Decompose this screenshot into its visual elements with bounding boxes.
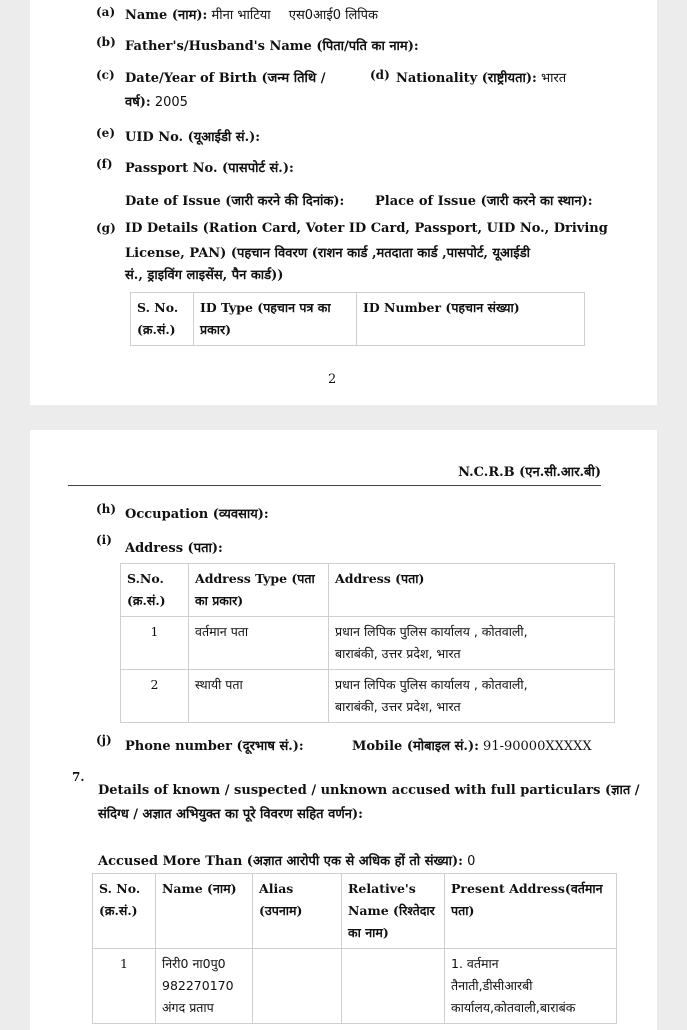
cell-alias bbox=[253, 949, 342, 1024]
cell-address: प्रधान लिपिक पुलिस कार्यालय , कोतवाली, बाराबंकी, उत्तर प्रदेश, भारत bbox=[329, 670, 615, 723]
name-value: मीना भाटिया bbox=[211, 8, 271, 23]
column-header-id-number: ID Number (पहचान संख्या) bbox=[357, 293, 585, 346]
section-7-heading-line1: Details of known / suspected / unknown accused with full particulars (ज्ञात / bbox=[98, 783, 640, 798]
mobile-value: 91-90000XXXXX bbox=[483, 739, 592, 754]
document-page-2 bbox=[30, 0, 657, 405]
header-divider bbox=[68, 485, 601, 486]
item-a-label: (a) bbox=[96, 5, 116, 19]
mobile-field bbox=[352, 736, 592, 754]
nationality-field bbox=[396, 68, 566, 86]
column-header-address: Address (पता) bbox=[329, 564, 615, 617]
ncrb-header: N.C.R.B (एन.सी.आर.बी) bbox=[458, 465, 601, 480]
item-j-label: (j) bbox=[96, 733, 112, 747]
item-h-label: (h) bbox=[96, 502, 117, 516]
cell-name: निरी0 ना0पु0 982270170 अंगद प्रताप bbox=[156, 949, 253, 1024]
date-of-issue-field: Date of Issue (जारी करने की दिनांक): bbox=[125, 194, 345, 209]
name-label: Name (नाम): bbox=[125, 8, 208, 23]
id-details-line2: License, PAN) (पहचान विवरण (राशन कार्ड ,मतदाता कार्ड ,पासपोर्ट, यूआईडी bbox=[125, 246, 531, 261]
table-row bbox=[121, 670, 615, 723]
address-table bbox=[120, 563, 615, 723]
accused-more-than-label: Accused More Than (अज्ञात आरोपी एक से अधिक हों तो संख्या): bbox=[98, 854, 463, 869]
accused-more-than-value: 0 bbox=[467, 854, 476, 869]
item-c-label: (c) bbox=[96, 68, 115, 82]
accused-more-than-field bbox=[98, 851, 475, 869]
column-header-present-address: Present Address(वर्तमान पता) bbox=[445, 874, 617, 949]
mobile-label: Mobile (मोबाइल सं.): bbox=[352, 739, 479, 754]
accused-table bbox=[92, 873, 617, 1024]
column-header-address-type: Address Type (पता का प्रकार) bbox=[189, 564, 329, 617]
column-header-sno: S. No. (क्र.सं.) bbox=[131, 293, 194, 346]
cell-relative-name bbox=[342, 949, 445, 1024]
cell-sno: 2 bbox=[121, 670, 189, 723]
cell-present-address: 1. वर्तमान तैनाती,डीसीआरबी कार्यालय,कोतवाली,बाराबंक bbox=[445, 949, 617, 1024]
occupation-field: Occupation (व्यवसाय): bbox=[125, 507, 269, 522]
father-name-field: Father's/Husband's Name (पिता/पति का नाम): bbox=[125, 39, 419, 54]
column-header-id-type: ID Type (पहचान पत्र का प्रकार) bbox=[194, 293, 357, 346]
id-details-line1: ID Details (Ration Card, Voter ID Card, Passport, UID No., Driving bbox=[125, 221, 608, 236]
cell-address: प्रधान लिपिक पुलिस कार्यालय , कोतवाली, बाराबंकी, उत्तर प्रदेश, भारत bbox=[329, 617, 615, 670]
page-number: 2 bbox=[328, 372, 337, 387]
dob-label-line2: वर्ष): bbox=[125, 95, 151, 110]
table-header-row bbox=[93, 874, 617, 949]
item-f-label: (f) bbox=[96, 157, 113, 171]
uid-field: UID No. (यूआईडी सं.): bbox=[125, 130, 261, 145]
table-row bbox=[93, 949, 617, 1024]
column-header-sno: S.No. (क्र.सं.) bbox=[121, 564, 189, 617]
designation-value: एस0आई0 लिपिक bbox=[288, 8, 379, 23]
column-header-sno: S. No. (क्र.सं.) bbox=[93, 874, 156, 949]
item-e-label: (e) bbox=[96, 126, 115, 140]
nationality-value: भारत bbox=[540, 71, 567, 86]
column-header-alias: Alias (उपनाम) bbox=[253, 874, 342, 949]
place-of-issue-field: Place of Issue (जारी करने का स्थान): bbox=[375, 194, 593, 209]
item-b-label: (b) bbox=[96, 35, 116, 49]
cell-sno: 1 bbox=[121, 617, 189, 670]
column-header-relative-name: Relative's Name (रिश्तेदार का नाम) bbox=[342, 874, 445, 949]
cell-address-type: वर्तमान पता bbox=[189, 617, 329, 670]
address-field: Address (पता): bbox=[125, 541, 223, 556]
dob-label-line1: Date/Year of Birth (जन्म तिथि / bbox=[125, 71, 326, 86]
cell-address-type: स्थायी पता bbox=[189, 670, 329, 723]
id-details-line3: सं., ड्राइविंग लाइसेंस, पैन कार्ड)) bbox=[125, 268, 284, 283]
item-d-label: (d) bbox=[370, 68, 390, 82]
id-details-table bbox=[130, 292, 585, 346]
column-header-name: Name (नाम) bbox=[156, 874, 253, 949]
document-page-3 bbox=[30, 430, 657, 1030]
item-i-label: (i) bbox=[96, 533, 112, 547]
cell-sno: 1 bbox=[93, 949, 156, 1024]
name-field bbox=[125, 5, 378, 23]
section-7-heading-line2: संदिग्ध / अज्ञात अभियुक्त का पूरे विवरण सहित वर्णन): bbox=[98, 807, 363, 822]
section-7-number: 7. bbox=[72, 770, 85, 784]
passport-field: Passport No. (पासपोर्ट सं.): bbox=[125, 161, 294, 176]
dob-year: 2005 bbox=[154, 95, 188, 110]
dob-field bbox=[125, 92, 188, 110]
table-row bbox=[121, 617, 615, 670]
nationality-label: Nationality (राष्ट्रीयता): bbox=[396, 71, 537, 86]
item-g-label: (g) bbox=[96, 221, 116, 235]
phone-field: Phone number (दूरभाष सं.): bbox=[125, 739, 304, 754]
table-header-row bbox=[121, 564, 615, 617]
table-header-row bbox=[131, 293, 585, 346]
